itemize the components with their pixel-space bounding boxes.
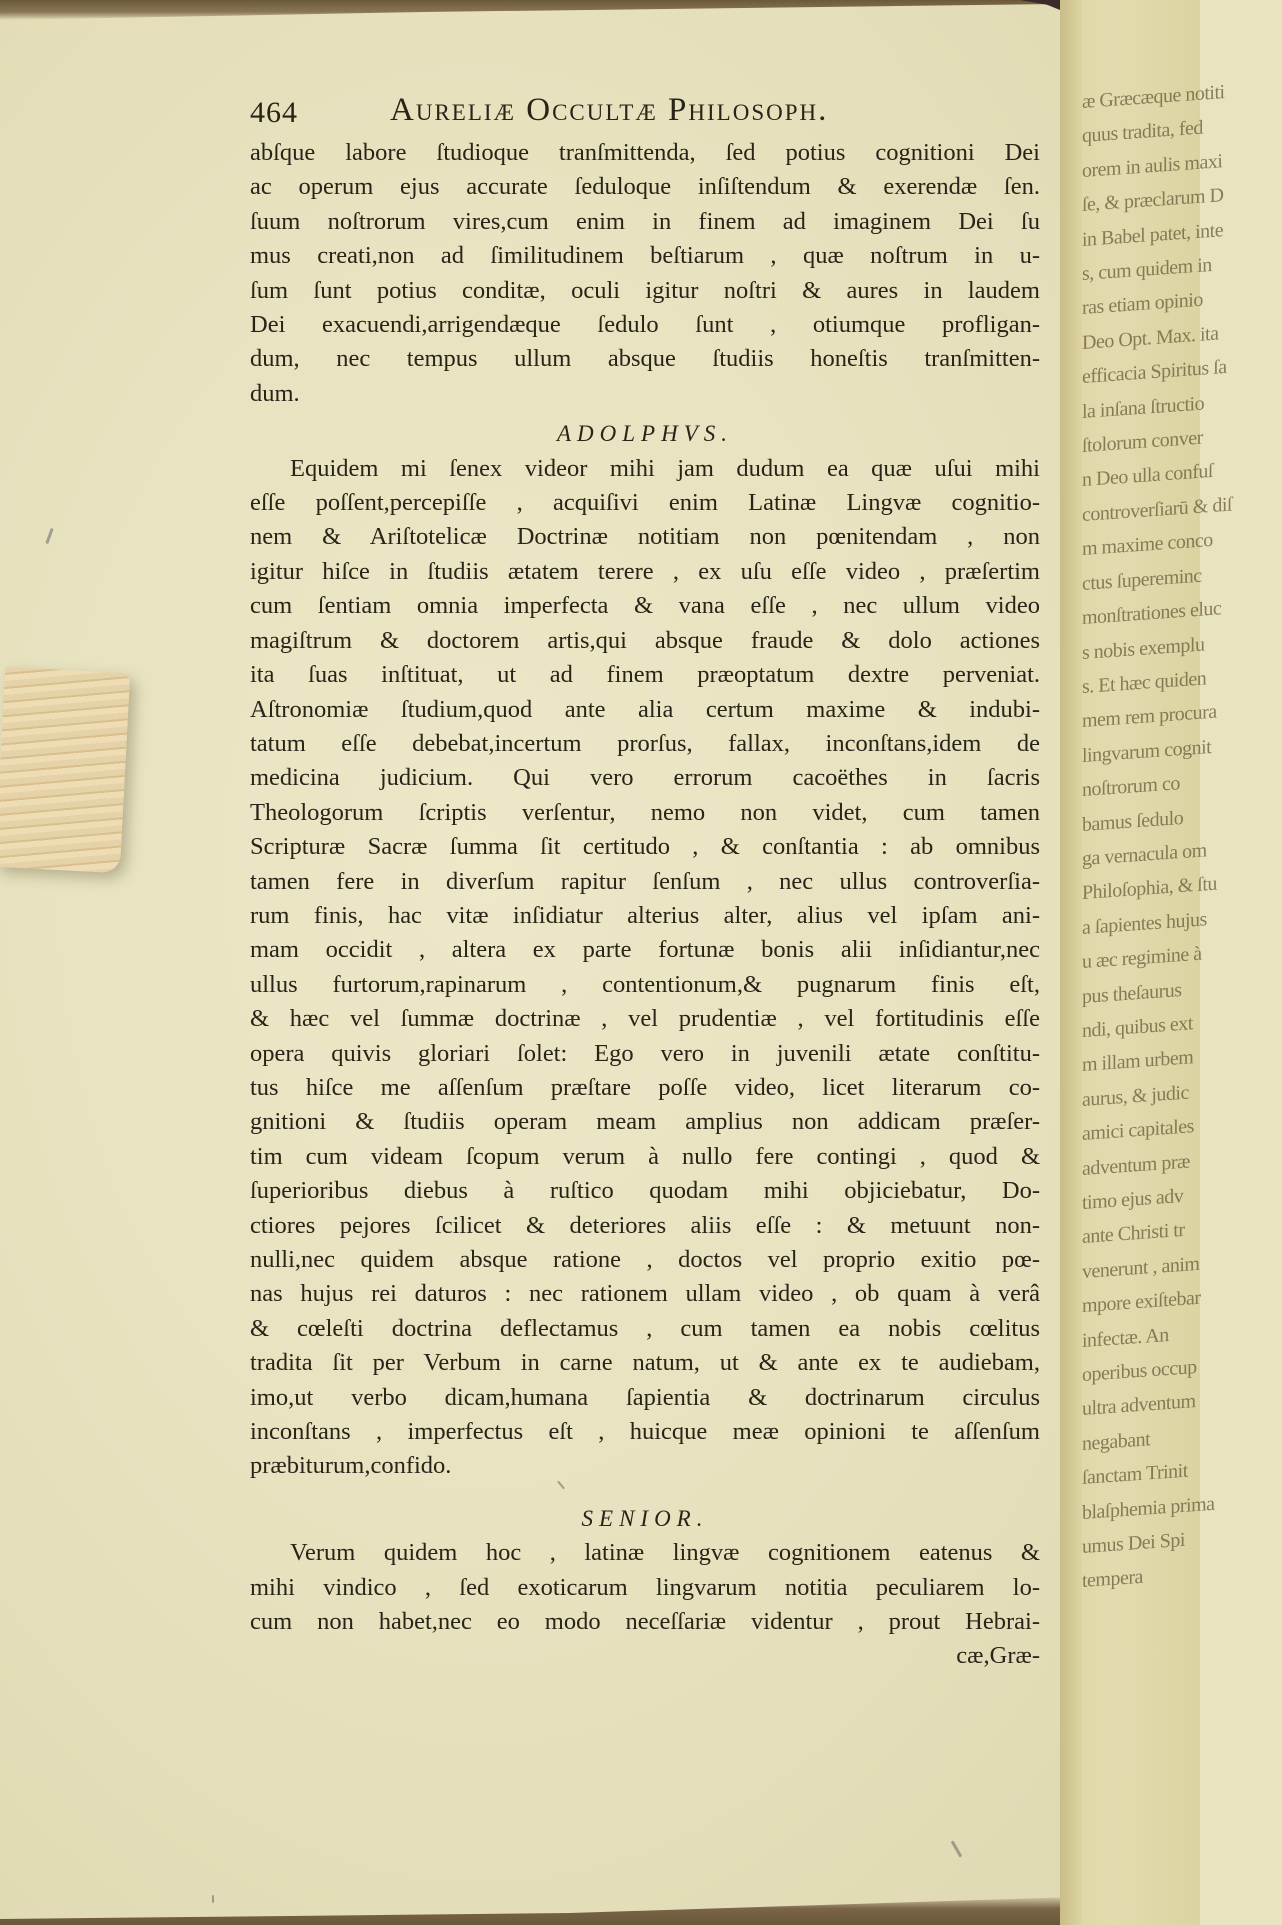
main-text-block xyxy=(250,90,1050,1674)
text-line: nulli,nec quidem absque ratione , doctos vel proprio exitio pœ- xyxy=(250,1246,1040,1273)
paper-speck xyxy=(951,1840,963,1857)
paper-tab xyxy=(0,667,130,873)
text-line: mihi vindico , ſed exoticarum lingvarum notitia peculiarem lo- xyxy=(250,1573,1040,1601)
adjacent-page-line: quus tradita, fed xyxy=(1082,116,1203,148)
adjacent-page-line: operibus occup xyxy=(1082,1356,1197,1387)
adjacent-page-line: ga vernacula om xyxy=(1082,839,1207,870)
text-line: præbiturum,confido. xyxy=(250,1452,452,1480)
text-line: ctiores pejores ſcilicet & deteriores aliis eſſe : & metuunt non- xyxy=(250,1211,1040,1239)
text-line: igitur hiſce in ſtudiis ætatem terere , ex uſu eſſe video , præſertim xyxy=(250,557,1040,585)
adjacent-page-line: mem rem procura xyxy=(1082,700,1217,733)
adjacent-page-line: orem in aulis maxi xyxy=(1082,149,1223,182)
adjacent-page-line: s nobis exemplu xyxy=(1082,632,1205,664)
text-line: imo,ut verbo dicam,humana ſapientia & doctrinarum circulus xyxy=(250,1383,1040,1411)
page-gutter xyxy=(1060,0,1082,1925)
adjacent-page-line: la inſana ſtructio xyxy=(1082,392,1205,423)
text-line: mam occidit , altera ex parte fortunæ bonis alii inſidiantur,nec xyxy=(250,936,1040,964)
text-line: ita ſuas inſtituat, ut ad finem præoptatum dextre perveniat. xyxy=(250,661,1040,689)
adjacent-page-line: m illam urbem xyxy=(1082,1046,1194,1077)
book-cover-bottom-edge xyxy=(0,1895,1140,1925)
adjacent-page-line: bamus ſedulo xyxy=(1082,806,1184,836)
text-line: eſſe poſſent,percepiſſe , acquiſivi enim Latinæ Lingvæ cognitio- xyxy=(250,489,1040,517)
text-line: magiſtrum & doctorem artis,qui absque fraude & dolo actiones xyxy=(250,626,1040,654)
adjacent-page-line: Philoſophia, & ſtu xyxy=(1082,872,1217,905)
book-cover-top-edge xyxy=(0,0,1060,20)
adjacent-page-line: æ Græcæque notiti xyxy=(1082,81,1225,113)
text-line: nas hujus rei daturos : nec rationem ullam video , ob quam à verâ xyxy=(250,1280,1040,1308)
text-line: nem & Ariſtotelicæ Doctrinæ notitiam non pœnitendam , non xyxy=(250,523,1040,551)
adjacent-page-line: ultra adventum xyxy=(1082,1390,1196,1421)
intro-paragraph xyxy=(250,136,1050,411)
page-number: 464 xyxy=(250,96,298,129)
speaker-heading-adolphus: ADOLPHVS. xyxy=(556,421,734,447)
adjacent-page-line: pus theſaurus xyxy=(1082,978,1182,1008)
catchword: cæ,Græ- xyxy=(956,1642,1040,1670)
text-line: tim cum videam ſcopum verum à nullo fere contingi , quod & xyxy=(250,1142,1040,1170)
adjacent-page-line: Deo Opt. Max. ita xyxy=(1082,322,1219,354)
text-line: tus hiſce me aſſenſum præſtare poſſe video, licet literarum co- xyxy=(250,1073,1040,1101)
adjacent-page-line: ſe, & præclarum D xyxy=(1082,184,1224,217)
adjacent-page-line: ante Christi tr xyxy=(1082,1219,1185,1249)
running-title: Aureliæ Occultæ Philosoph. xyxy=(390,92,829,128)
text-line: rum finis, hac vitæ inſidiatur alterius alter, alius vel ipſam ani- xyxy=(250,901,1040,929)
adjacent-page-line: ctus ſupereminc xyxy=(1082,564,1202,595)
adjacent-page-line: adventum præ xyxy=(1082,1150,1190,1180)
adjacent-page-line: n Deo ulla confuſ xyxy=(1082,460,1213,492)
text-line: Aſtronomiæ ſtudium,quod ante alia certum maxime & indubi- xyxy=(250,695,1040,723)
text-line: & hæc vel ſummæ doctrinæ , vel prudentiæ , vel fortitudinis eſſe xyxy=(250,1005,1040,1033)
text-line: tatum eſſe debebat,incertum prorſus, fallax, inconſtans,idem de xyxy=(250,729,1040,757)
paper-speck xyxy=(45,528,53,544)
text-line: ſuperioribus diebus à ruſtico quodam mihi objiciebatur, Do- xyxy=(250,1177,1040,1205)
adjacent-page-line: s. Et hæc quiden xyxy=(1082,667,1207,698)
adjacent-page-line: lingvarum cognit xyxy=(1082,735,1212,767)
adjacent-page-line: u æc regimine à xyxy=(1082,942,1202,974)
text-line: mus creati,non ad ſimilitudinem beſtiarum , quæ noſtrum in u- xyxy=(250,242,1040,270)
text-line: & cœleſti doctrina deflectamus , cum tamen ea nobis cœlitus xyxy=(250,1314,1040,1342)
adjacent-page-line: negabant xyxy=(1082,1428,1151,1455)
adjacent-page xyxy=(1060,0,1232,1925)
adjacent-page-text xyxy=(1082,71,1282,1599)
adjacent-page-line: aurus, & judic xyxy=(1082,1081,1189,1111)
text-line: dum. xyxy=(250,379,300,407)
text-line: abſque labore ſtudioque tranſmittenda, ſed potius cognitioni Dei xyxy=(250,139,1040,166)
text-line: ſuum noſtrorum vires,cum enim in finem ad imaginem Dei ſu xyxy=(250,207,1040,235)
text-line: cum ſentiam omnia imperfecta & vana eſſe , nec ullum video xyxy=(250,592,1040,620)
text-line: Theologorum ſcriptis verſentur, nemo non videt, cum tamen xyxy=(250,798,1040,826)
adjacent-page-line: in Babel patet, inte xyxy=(1082,218,1224,251)
adjacent-page-line: amici capitales xyxy=(1082,1115,1194,1146)
text-line: tradita ſit per Verbum in carne natum, ut & ante ex te audiebam, xyxy=(250,1349,1040,1377)
text-line: ac operum ejus accurate ſeduloque inſiſtendum & exerendæ ſen. xyxy=(250,173,1040,201)
adjacent-page-line: tempera xyxy=(1082,1566,1143,1593)
text-line: ſum ſunt potius conditæ, oculi igitur noſtri & aures in laudem xyxy=(250,276,1040,304)
text-line: inconſtans , imperfectus eſt , huicque meæ opinioni te aſſenſum xyxy=(250,1418,1040,1446)
adjacent-page-line: ndi, quibus ext xyxy=(1082,1012,1193,1042)
adjacent-page-line: venerunt , anim xyxy=(1082,1252,1200,1283)
text-line: tamen fere in diverſum rapitur ſenſum , nec ullus controverſia- xyxy=(250,867,1040,895)
text-line: cum non habet,nec eo modo neceſſariæ videntur , prout Hebrai- xyxy=(250,1608,1040,1636)
adjacent-page-line: a ſapientes hujus xyxy=(1082,908,1207,939)
text-line: Equidem mi ſenex videor mihi jam dudum ea quæ uſui mihi xyxy=(290,454,1040,482)
paper-speck xyxy=(212,1895,214,1903)
text-line: medicina judicium. Qui vero errorum cacoëthes in ſacris xyxy=(250,764,1040,792)
adjacent-page-line: monſtrationes eluc xyxy=(1082,597,1222,630)
text-line: dum, nec tempus ullum absque ſtudiis honeſtis tranſmitten- xyxy=(250,345,1040,373)
text-line: Scripturæ Sacræ ſumma ſit certitudo , & conſtantia : ab omnibus xyxy=(250,833,1040,861)
adolphus-speech xyxy=(250,452,1050,1484)
adjacent-page-line: controverſiarū & diſ xyxy=(1082,493,1232,526)
adjacent-page-line: efficacia Spiritus ſa xyxy=(1082,356,1227,389)
adjacent-page-line: mpore exiſtebar xyxy=(1082,1286,1201,1318)
adjacent-page-line: infectæ. An xyxy=(1082,1323,1169,1352)
adjacent-page-line: ras etiam opinio xyxy=(1082,288,1203,320)
text-line: ullus furtorum,rapinarum , contentionum,& pugnarum finis eſt, xyxy=(250,970,1040,998)
text-line: Dei exacuendi,arrigendæque ſedulo ſunt , otiumque profligan- xyxy=(250,311,1040,339)
adjacent-page-line: noſtrorum co xyxy=(1082,772,1180,802)
adjacent-page-line: s, cum quidem in xyxy=(1082,253,1212,286)
adjacent-page-line: ſtolorum conver xyxy=(1082,426,1203,458)
running-head xyxy=(250,90,1050,136)
adjacent-page-line: umus Dei Spi xyxy=(1082,1528,1185,1559)
text-line: Verum quidem hoc , latinæ lingvæ cognitionem eatenus & xyxy=(290,1539,1040,1567)
speaker-heading-senior: SENIOR. xyxy=(581,1505,709,1531)
adjacent-page-line: blaſphemia prima xyxy=(1082,1492,1215,1524)
text-line: opera quivis gloriari ſolet: Ego vero in juvenili ætate conſtitu- xyxy=(250,1039,1040,1067)
adjacent-page-line: ſanctam Trinit xyxy=(1082,1459,1188,1490)
adjacent-page-line: m maxime conco xyxy=(1082,529,1213,561)
text-line: gnitioni & ſtudiis operam meam amplius non addicam præſer- xyxy=(250,1108,1040,1136)
senior-speech xyxy=(250,1536,1050,1639)
adjacent-page-line: timo ejus adv xyxy=(1082,1184,1184,1214)
